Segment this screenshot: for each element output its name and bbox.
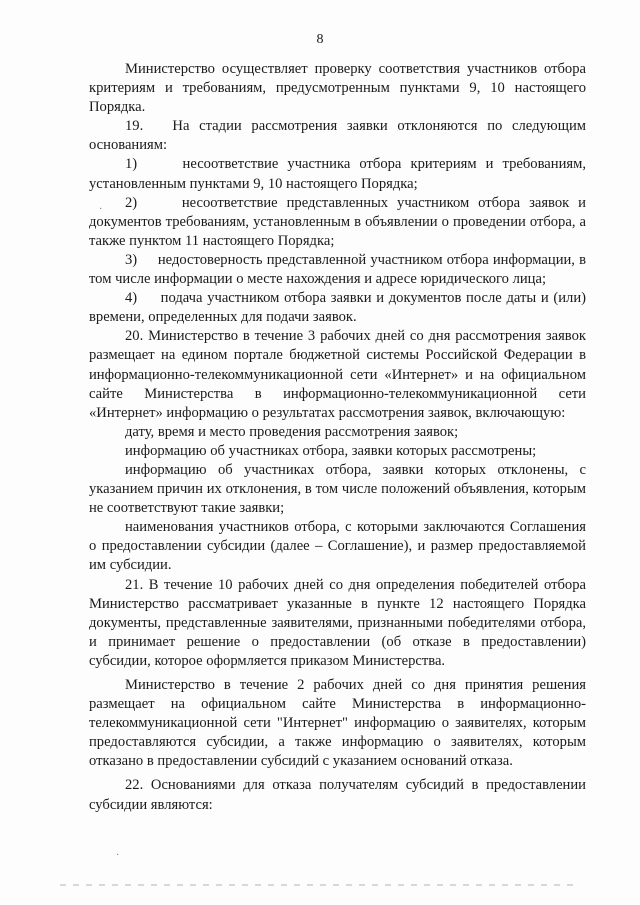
document-body <box>89 60 586 815</box>
scan-noise-line <box>60 884 580 886</box>
list-item-1: 1) несоответствие участника отбора критериям и требованиям, установленным пунктами 9, 10 настоящего Порядка; <box>89 156 586 192</box>
paragraph-verification: Министерство осуществляет проверку соответствия участников отбора критериям и требованиям, предусмотренным пунктами 9, 10 настоящего Порядка. <box>89 61 586 116</box>
list-item-3: 3) недостоверность представленной участником отбора информации, в том числе информации о месте нахождения и адресе юридического лица; <box>89 251 586 288</box>
scan-speck: · <box>99 204 103 215</box>
bullet-reviewed: информацию об участниках отбора, заявки которых рассмотрены; <box>125 442 537 459</box>
paragraph-decision-publication: Министерство в течение 2 рабочих дней со дня принятия решения размещает на официальном сайте Министерства в информационно-телекоммуникационной сети "Интернет" информацию о заявителях, которым предоставляются субсидии, а также информацию о заявителях, которым отказано в предоставлении субсидий с указанием оснований отказа. <box>89 677 586 770</box>
paragraph-19-heading: 19. На стадии рассмотрения заявки отклоняются по следующим основаниям: <box>89 118 586 154</box>
paragraph-21: 21. В течение 10 рабочих дней со дня определения победителей отбора Министерство рассматривает указанные в пункте 12 настоящего Порядка документы, представленные заявителями, признанными победителями отбора, и принимает решение о предоставлении (об отказе в предоставлении) субсидии, которое оформляется приказом Министерства. <box>89 576 586 669</box>
paragraph-20: 20. Министерство в течение 3 рабочих дней со дня рассмотрения заявок размещает на едином портале бюджетной системы Российской Федерации в информационно-телекоммуникационной сети «Интернет» и на официальном сайте Министерства в информационно-телекоммуникационной сети «Интернет» информацию о результатах рассмотрения заявок, включающую: <box>89 328 586 421</box>
paragraph-22: 22. Основаниями для отказа получателям субсидий в предоставлении субсидии являются: <box>89 777 586 813</box>
bullet-rejected: информацию об участниках отбора, заявки которых отклонены, с указанием причин их отклонения, в том числе положений объявления, которым не соответствуют такие заявки; <box>89 461 586 517</box>
bullet-agreements: наименования участников отбора, с которыми заключаются Соглашения о предоставлении субсидии (далее – Соглашение), и размер предоставляемой им субсидии. <box>89 519 586 574</box>
scan-speck: · <box>116 850 120 861</box>
page-number: 8 <box>316 32 324 47</box>
list-item-4: 4) подача участником отбора заявки и документов после даты и (или) времени, определенных для подачи заявок. <box>89 290 586 326</box>
bullet-date-time: дату, время и место проведения рассмотрения заявок; <box>125 423 459 440</box>
list-item-2: 2) несоответствие представленных участником отбора заявок и документов требованиям, установленным в объявлении о проведении отбора, а также пунктом 11 настоящего Порядка; <box>89 194 586 249</box>
